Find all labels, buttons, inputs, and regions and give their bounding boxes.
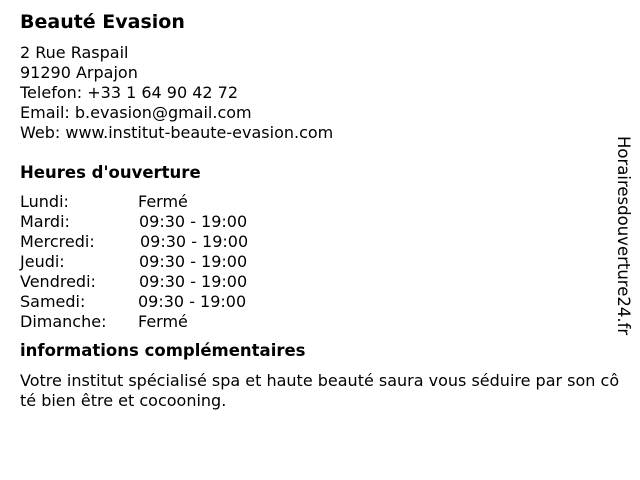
day-hours: 09:30 - 19:00 <box>140 232 249 251</box>
hours-row-jeudi <box>20 252 620 272</box>
email-line: Email: b.evasion@gmail.com <box>20 103 252 122</box>
hours-row-mardi <box>20 212 620 232</box>
web-line: Web: www.institut-beaute-evasion.com <box>20 123 334 142</box>
business-name: Beauté Evasion <box>20 11 185 33</box>
address-city: 91290 Arpajon <box>20 63 138 82</box>
phone-line: Telefon: +33 1 64 90 42 72 <box>20 83 239 102</box>
additional-info-heading: informations complémentaires <box>20 341 306 360</box>
opening-hours-heading: Heures d'ouverture <box>20 163 201 182</box>
day-hours: 09:30 - 19:00 <box>139 272 248 291</box>
day-label: Vendredi: <box>20 272 96 291</box>
opening-hours-table <box>20 192 620 332</box>
site-watermark: Horairesdouverture24.fr <box>614 136 633 336</box>
hours-row-samedi <box>20 292 620 312</box>
day-label: Mercredi: <box>20 232 95 251</box>
business-card <box>20 10 620 411</box>
day-hours: 09:30 - 19:00 <box>139 212 248 231</box>
day-label: Samedi: <box>20 292 86 311</box>
address-street: 2 Rue Raspail <box>20 43 129 62</box>
day-label: Lundi: <box>20 192 69 211</box>
additional-info-text: Votre institut spécialisé spa et haute beauté saura vous séduire par son côté bien être et cocooning. <box>20 371 620 410</box>
hours-row-lundi <box>20 192 620 212</box>
day-hours: 09:30 - 19:00 <box>138 292 247 311</box>
hours-row-mercredi <box>20 232 620 252</box>
hours-row-vendredi <box>20 272 620 292</box>
day-label: Dimanche: <box>20 312 107 331</box>
hours-row-dimanche <box>20 312 620 332</box>
day-label: Mardi: <box>20 212 70 231</box>
day-hours: Fermé <box>138 312 188 331</box>
day-hours: Fermé <box>138 192 188 211</box>
day-label: Jeudi: <box>20 252 65 271</box>
day-hours: 09:30 - 19:00 <box>139 252 248 271</box>
